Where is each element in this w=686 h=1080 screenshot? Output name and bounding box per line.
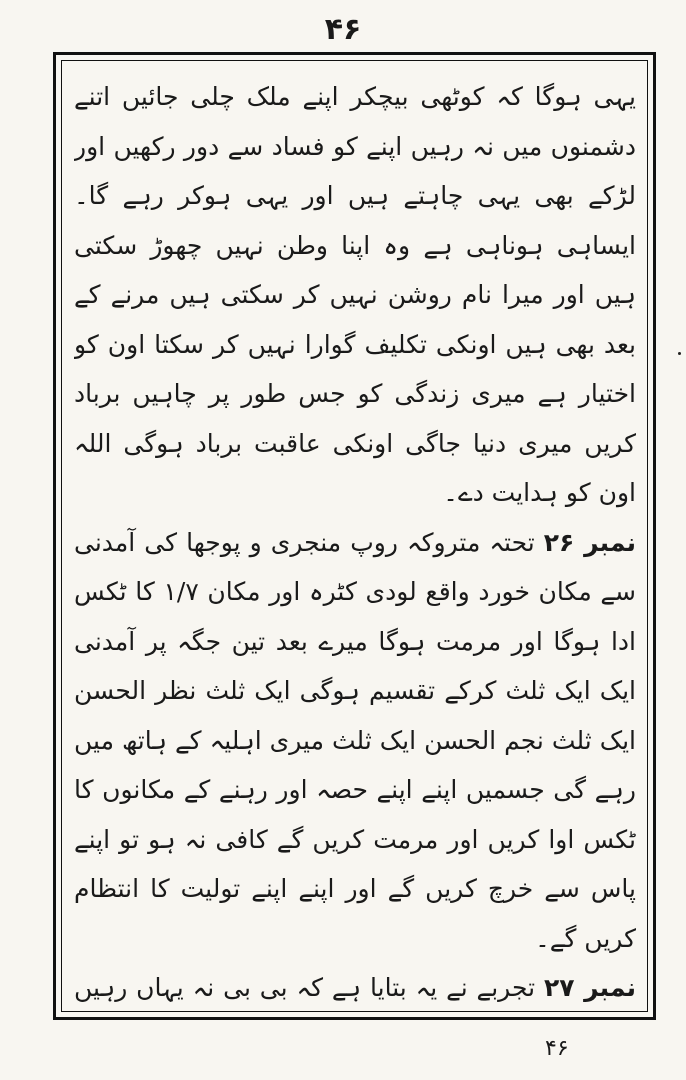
clause-27-number: نمبر ۲۷ — [543, 973, 636, 1002]
clause-27 — [74, 963, 636, 1002]
clause-26 — [74, 518, 636, 964]
clause-27-text: تجربے نے یہ بتایا ہے کہ بی بی نہ یہاں رہیں — [74, 973, 536, 1002]
opening-paragraph: یہی ہوگا کہ کوٹھی بیچکر اپنے ملک چلی جائیں اتنے دشمنوں میں نہ رہیں اپنے کو فساد سے دور رکھیں اور لڑکے بھی یہی چاہتے ہیں اور یہی ہوکر رہے گا۔ ایساہی ہوناہی ہے وہ اپنا وطن نہیں چھوڑ سکتی ہیں اور میرا نام روشن نہیں کر سکتی ہیں مرنے کے بعد بھی ہیں اونکی تکلیف گوارا نہیں کر سکتا اون کو اختیار ہے میری زندگی کو جس طور پر چاہیں برباد کریں میری دنیا جاگی اونکی عاقبت برباد ہوگی اللہ اون کو ہدایت دے۔ — [74, 82, 636, 507]
document-body — [74, 72, 636, 1002]
clause-26-text: تحتہ متروکہ روپ منجری و پوجھا کی آمدنی سے مکان خورد واقع لودی کٹرہ اور مکان ۱/۷ کا ٹکس ادا ہوگا اور مرمت ہوگا میرے بعد تین جگہ پر آمدنی ایک ایک ثلث کرکے تقسیم ہوگی ایک ثلث نظر الحسن ایک ثلث نجم الحسن ایک ثلث میری اہلیہ کے ہاتھ میں رہے گی جسمیں اپنے اپنے حصہ اور رہنے کے مکانوں کا ٹکس اوا کریں اور مرمت کریں گے کافی نہ ہو تو اپنے پاس سے خرچ کریں گے اور اپنے اپنے تولیت کا انتظام کریں گے۔ — [74, 527, 636, 953]
page-number-top: ۴۶ — [324, 12, 362, 47]
clause-26-number: نمبر ۲۶ — [543, 527, 636, 557]
page-number-bottom: ۴۶ — [545, 1036, 569, 1061]
ink-speck — [678, 352, 681, 355]
